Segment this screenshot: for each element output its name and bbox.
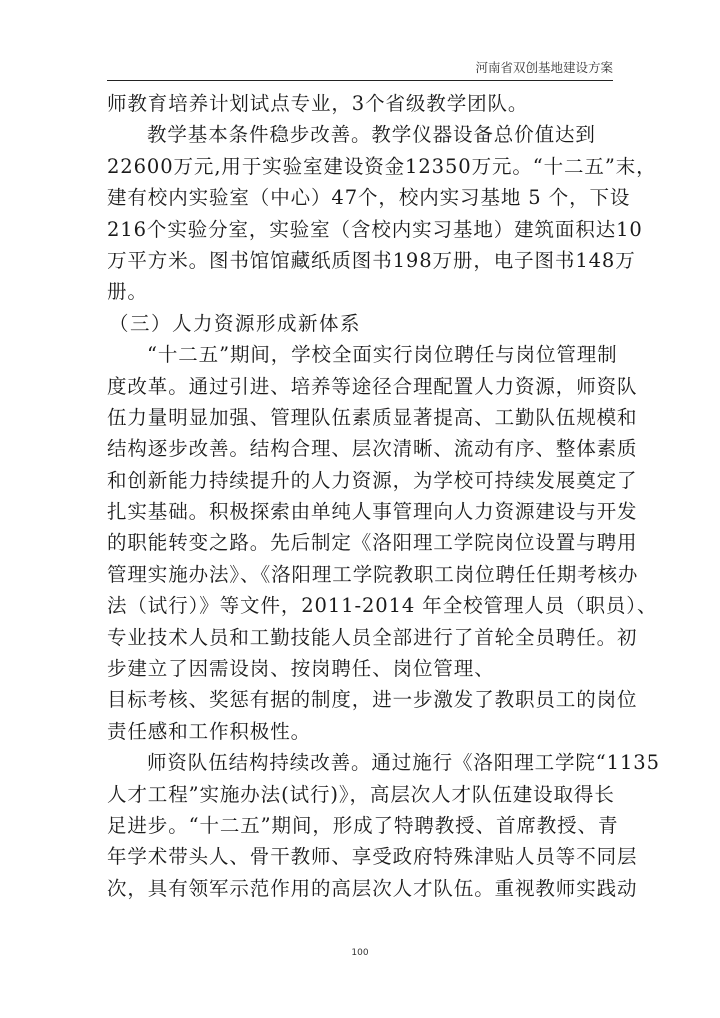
text-line: 责任感和工作积极性。 — [107, 719, 312, 743]
text-line: 师教育培养计划试点专业，3个省级教学团队。 — [107, 92, 529, 115]
text-line: 度改革。通过引进、培养等途径合理配置人力资源，师资队 — [107, 374, 638, 398]
text-line: 22600万元,用于实验室建设资金12350万元。“十二五”末， — [107, 154, 657, 178]
section-heading: （三）人力资源形成新体系 — [109, 311, 362, 335]
page-number: 100 — [351, 948, 369, 958]
header-title: 河南省双创基地建设方案 — [475, 60, 613, 75]
text-line: 的职能转变之路。先后制定《洛阳理工学院岗位设置与聘用 — [107, 531, 638, 555]
text-line: 次，具有领军示范作用的高层次人才队伍。重视教师实践动 — [107, 876, 638, 900]
text-line: 建有校内实验室（中心）47个，校内实习基地 5 个，下设 — [107, 186, 631, 210]
paragraph-start: 教学基本条件稳步改善。教学仪器设备总价值达到 — [147, 123, 596, 147]
text-line: 足进步。“十二五”期间，形成了特聘教授、首席教授、青 — [107, 813, 619, 837]
text-line: 管理实施办法》、《洛阳理工学院教职工岗位聘任任期考核办 — [107, 562, 639, 586]
document-body — [107, 88, 660, 904]
text-line: 伍力量明显加强、管理队伍素质显著提高、工勤队伍规模和 — [107, 405, 638, 429]
text-line: 216个实验分室，实验室（含校内实习基地）建筑面积达10 — [107, 217, 643, 241]
text-line: 步建立了因需设岗、按岗聘任、岗位管理、 — [107, 657, 495, 681]
text-line: 册。 — [107, 280, 148, 304]
text-line: 扎实基础。积极探索由单纯人事管理向人力资源建设与开发 — [107, 500, 638, 524]
text-line: 和创新能力持续提升的人力资源，为学校可持续发展奠定了 — [107, 468, 638, 492]
text-line: 万平方米。图书馆馆藏纸质图书198万册，电子图书148万 — [107, 248, 636, 272]
paragraph-start: 师资队伍结构持续改善。通过施行《洛阳理工学院“1135 — [147, 751, 660, 775]
text-line: 年学术带头人、骨干教师、享受政府特殊津贴人员等不同层 — [107, 845, 638, 869]
text-line: 法（试行）》等文件，2011-2014 年全校管理人员（职员）、 — [107, 594, 658, 618]
page-header — [107, 58, 613, 81]
text-line: 结构逐步改善。结构合理、层次清晰、流动有序、整体素质 — [107, 437, 638, 461]
paragraph-start: “十二五”期间，学校全面实行岗位聘任与岗位管理制 — [147, 343, 618, 367]
text-line: 人才工程”实施办法(试行)》，高层次人才队伍建设取得长 — [107, 782, 615, 806]
text-line: 专业技术人员和工勤技能人员全部进行了首轮全员聘任。初 — [107, 625, 638, 649]
text-line: 目标考核、奖惩有据的制度，进一步激发了教职员工的岗位 — [107, 688, 638, 712]
